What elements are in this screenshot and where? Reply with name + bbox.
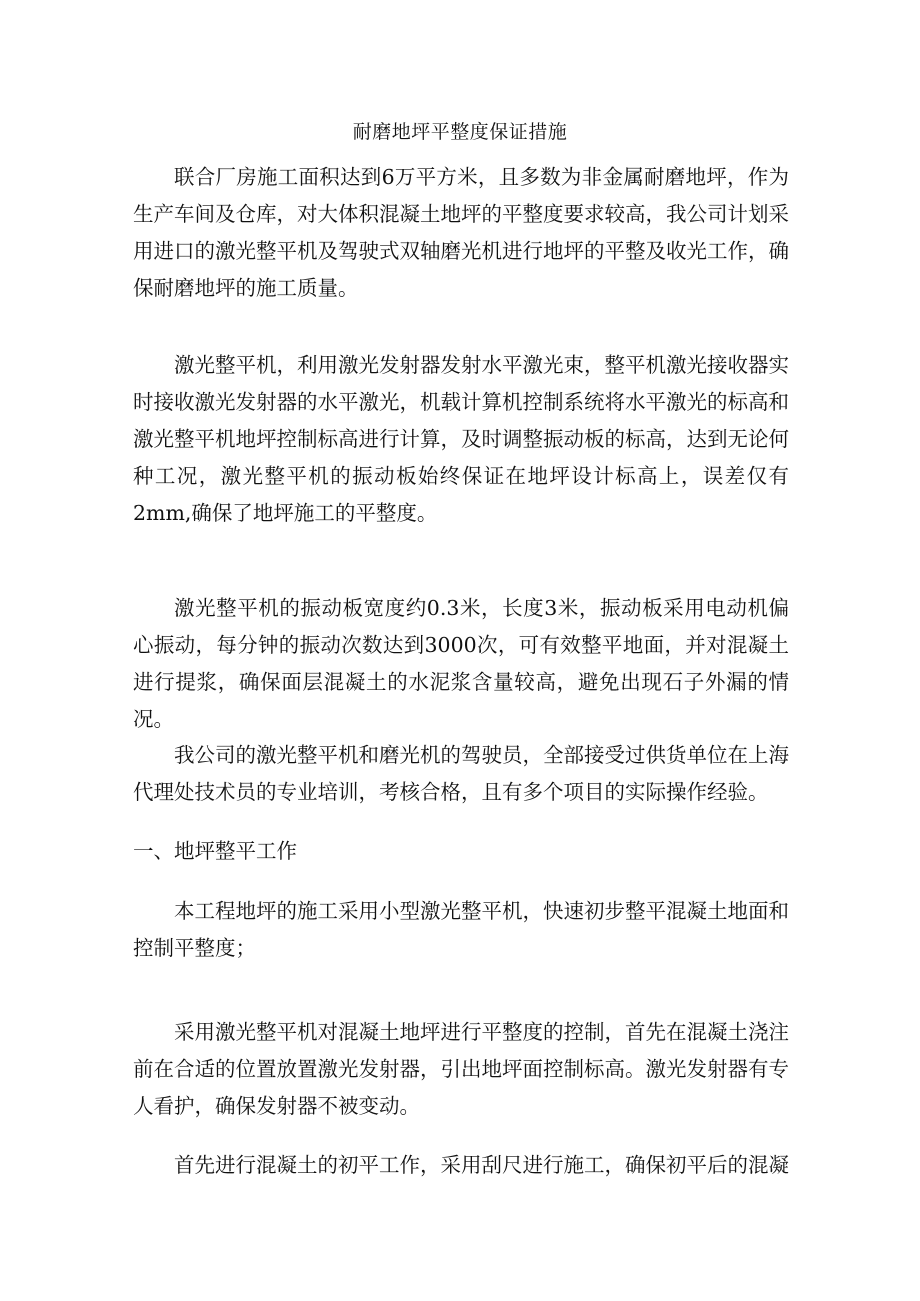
paragraph: 我公司的激光整平机和磨光机的驾驶员，全部接受过供货单位在上海代理处技术员的专业培训，考核合格，且有多个项目的实际操作经验。 <box>133 743 789 804</box>
section-heading: 一、地坪整平工作 <box>133 839 297 863</box>
paragraph: 激光整平机，利用激光发射器发射水平激光束，整平机激光接收器实时接收激光发射器的水平激光，机载计算机控制系统将水平激光的标高和激光整平机地坪控制标高进行计算，及时调整振动板的标高，达到无论何种工况，激光整平机的振动板始终保证在地坪设计标高上，误差仅有2mm,确保了地坪施工的平整度。 <box>133 353 789 525</box>
paragraph: 联合厂房施工面积达到6万平方米，且多数为非金属耐磨地坪，作为生产车间及仓库，对大体积混凝土地坪的平整度要求较高，我公司计划采用进口的激光整平机及驾驶式双轴磨光机进行地坪的平整及收光工作，确保耐磨地坪的施工质量。 <box>133 165 789 300</box>
document-title: 耐磨地坪平整度保证措施 <box>352 121 568 143</box>
paragraph: 首先进行混凝土的初平工作，采用刮尺进行施工，确保初平后的混凝 <box>174 1153 789 1177</box>
paragraph: 采用激光整平机对混凝土地坪进行平整度的控制，首先在混凝土浇注前在合适的位置放置激光发射器，引出地坪面控制标高。激光发射器有专人看护，确保发射器不被变动。 <box>133 1020 789 1118</box>
paragraph: 本工程地坪的施工采用小型激光整平机，快速初步整平混凝土地面和控制平整度； <box>133 899 789 960</box>
paragraph: 激光整平机的振动板宽度约0.3米，长度3米，振动板采用电动机偏心振动，每分钟的振动次数达到3000次，可有效整平地面，并对混凝土进行提浆，确保面层混凝土的水泥浆含量较高，避免出现石子外漏的情况。 <box>133 596 789 731</box>
